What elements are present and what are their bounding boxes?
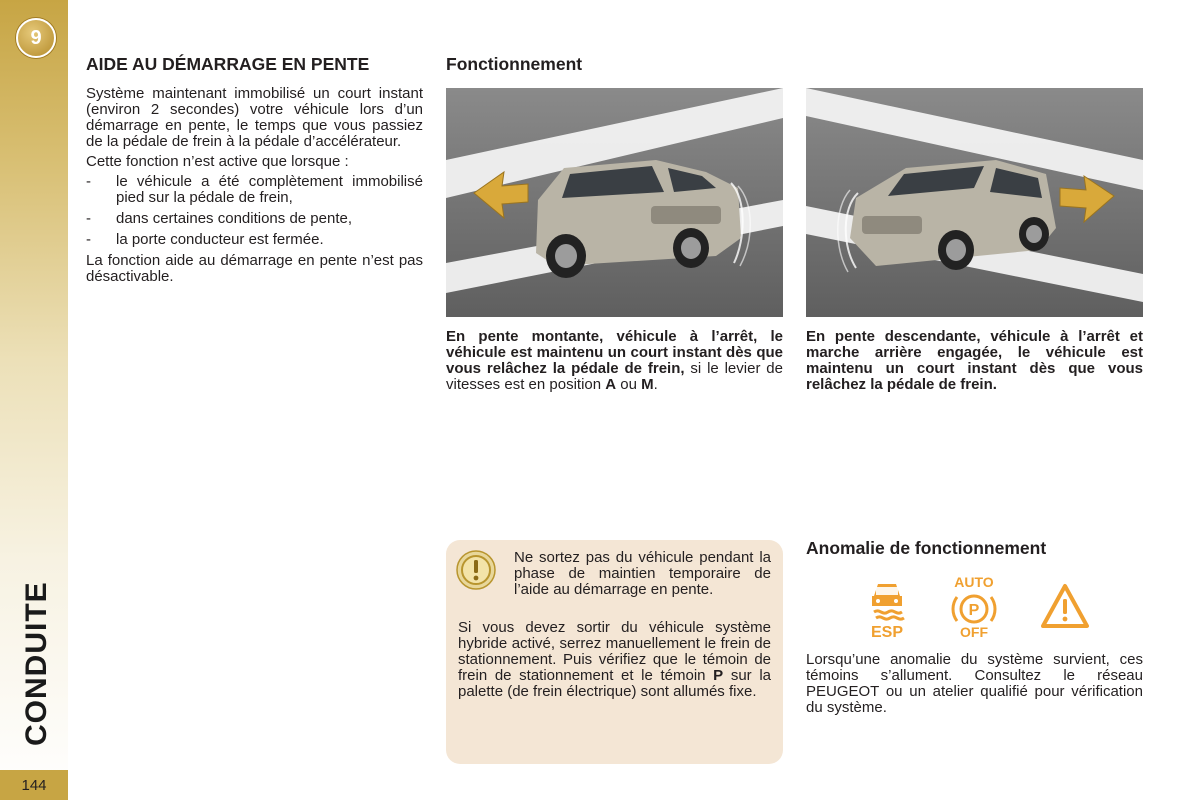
auto-label: AUTO bbox=[954, 574, 994, 590]
uphill-caption-text: si le levier de vitesses est en position bbox=[446, 360, 783, 393]
p-label: P bbox=[968, 602, 980, 619]
uphill-caption-end: . bbox=[653, 376, 658, 393]
active-when-text: Cette fonction n’est active que lorsque : bbox=[86, 153, 349, 170]
uphill-illustration bbox=[446, 88, 783, 317]
operation-title: Fonctionnement bbox=[446, 54, 583, 74]
off-label: OFF bbox=[960, 624, 988, 640]
not-disableable-text: La fonction aide au démarrage en pente n’est pas désactivable. bbox=[86, 252, 423, 285]
warning-text-primary: Ne sortez pas du véhicule pendant la phase de maintien temporaire de l’aide au démarrage en pente. bbox=[514, 549, 771, 598]
esp-icon bbox=[860, 574, 914, 640]
chapter-number-badge bbox=[16, 18, 56, 58]
list-item: - le véhicule a été complètement immobilisé pied sur la pédale de frein, bbox=[86, 174, 423, 206]
uphill-caption-bold: En pente montante, véhicule à l’arrêt, le véhicule est maintenu un court instant dès que vous relâchez la pédale de frein, bbox=[446, 328, 783, 377]
list-item: - dans certaines conditions de pente, bbox=[86, 211, 423, 227]
warning-lamps bbox=[860, 574, 1100, 642]
malfunction-text: Lorsqu’une anomalie du système survient, ces témoins s’allument. Consultez le réseau PEUGEOT ou un atelier qualifié pour vérification du système. bbox=[806, 651, 1143, 716]
malfunction-title: Anomalie de fonctionnement bbox=[806, 538, 1047, 558]
warning-text-secondary-a: Si vous devez sortir du véhicule système hybride activé, serrez manuellement le frein de stationnement. Puis vérifiez que le témoin de frein de stationnement et le témoin bbox=[458, 619, 771, 684]
hill-assist-section bbox=[86, 55, 423, 285]
uphill-caption-or: ou bbox=[616, 376, 642, 393]
gear-position-a: A bbox=[605, 376, 617, 393]
warning-triangle-icon bbox=[1040, 582, 1090, 630]
intro-paragraph: Système maintenant immobilisé un court instant (environ 2 secondes) votre véhicule lors d’un démarrage en pente, le temps que vous passiez de la pédale de frein à la pédale d’accélérateur. bbox=[86, 85, 423, 150]
chapter-number: 9 bbox=[30, 26, 42, 49]
warning-exclamation-icon bbox=[456, 550, 496, 590]
downhill-caption: En pente descendante, véhicule à l’arrêt et marche arrière engagée, le véhicule est maintenu un court instant dès que vous relâchez la pédale de frein. bbox=[806, 328, 1143, 393]
uphill-caption bbox=[446, 329, 783, 393]
chapter-label: CONDUITE bbox=[20, 581, 53, 746]
p-indicator-label: P bbox=[713, 667, 724, 684]
esp-label: ESP bbox=[870, 624, 904, 640]
warning-text-secondary-b: sur la palette (de frein électrique) sont allumés fixe. bbox=[458, 667, 771, 700]
gear-position-m: M bbox=[641, 376, 654, 393]
downhill-illustration bbox=[806, 88, 1143, 317]
chapter-sidebar bbox=[0, 0, 68, 800]
conditions-list bbox=[86, 174, 423, 248]
warning-text-secondary bbox=[458, 620, 771, 700]
auto-parking-brake-icon bbox=[946, 574, 1002, 640]
warning-box bbox=[446, 540, 783, 764]
page-number: 144 bbox=[0, 770, 68, 800]
section-title: AIDE AU DÉMARRAGE EN PENTE bbox=[86, 54, 370, 74]
list-item: - la porte conducteur est fermée. bbox=[86, 232, 423, 248]
